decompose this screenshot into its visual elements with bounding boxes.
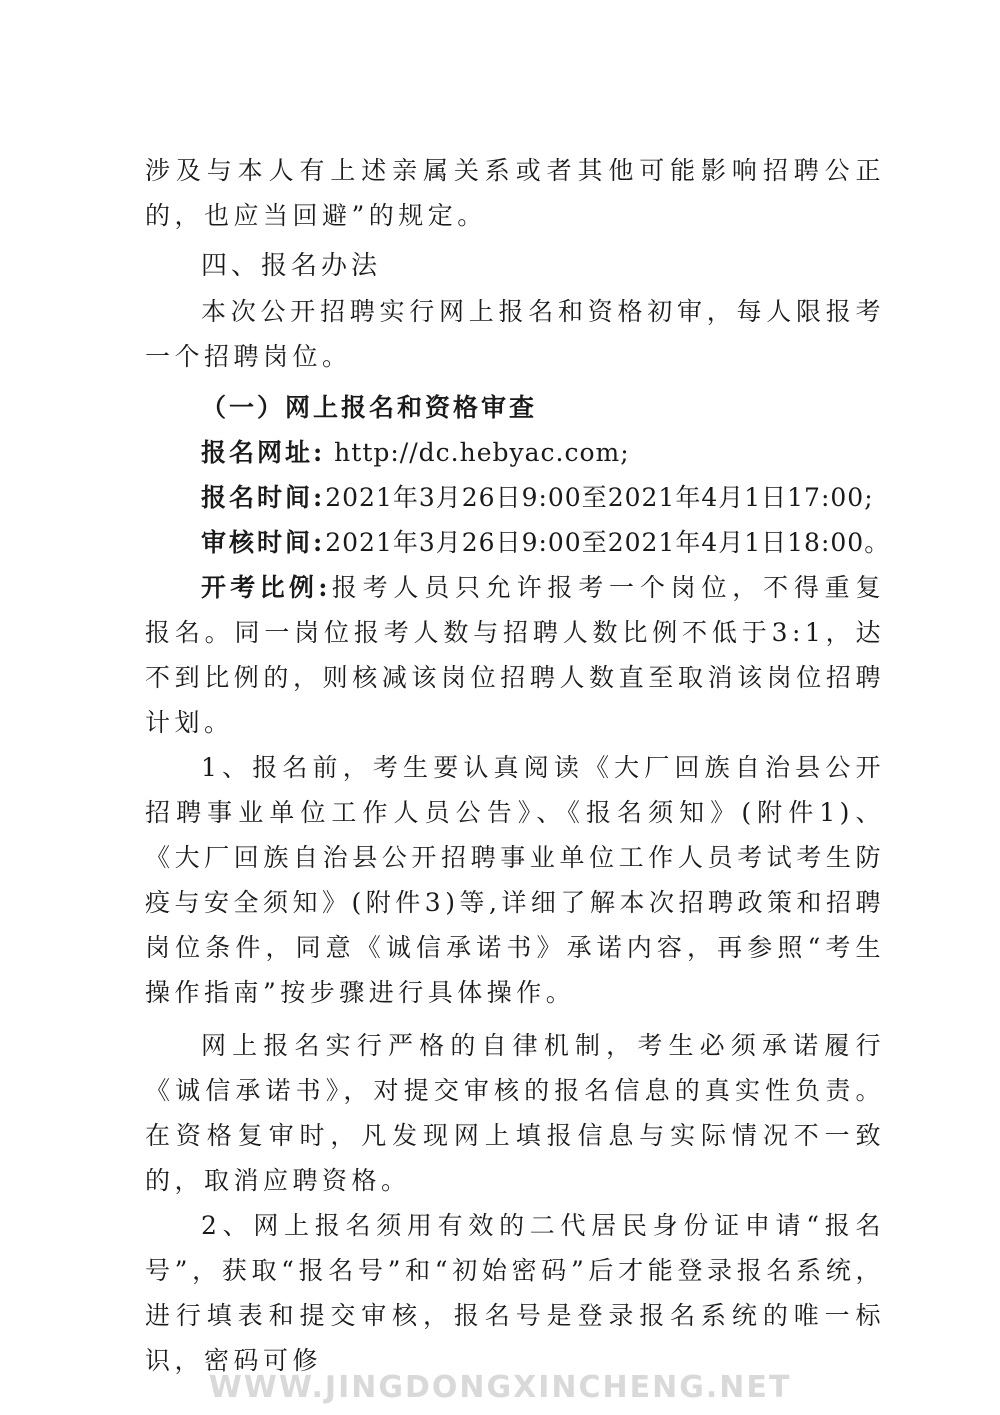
review-time-line bbox=[145, 520, 891, 565]
registration-time-value: 2021年3月26日9:00至2021年4月1日17:00; bbox=[325, 483, 874, 512]
registration-time-label: 报名时间: bbox=[201, 483, 326, 512]
review-time-label: 审核时间: bbox=[201, 528, 326, 557]
section-heading-registration-method: 四、报名办法 bbox=[201, 251, 382, 281]
registration-website-label: 报名网址: bbox=[201, 438, 326, 467]
registration-website-line bbox=[145, 430, 885, 475]
subheading-online-registration: （一）网上报名和资格审查 bbox=[201, 393, 538, 422]
registration-website-value: http://dc.hebyac.com; bbox=[325, 438, 630, 467]
exam-ratio-label: 开考比例: bbox=[201, 573, 331, 602]
footer-watermark: WWW.JINGDONGXINCHENG.NET bbox=[208, 1370, 792, 1405]
review-time-value: 2021年3月26日9:00至2021年4月1日18:00。 bbox=[325, 528, 891, 557]
paragraph-registration-intro: 本次公开招聘实行网上报名和资格初审，每人限报考一个招聘岗位。 bbox=[145, 297, 885, 371]
paragraph-item-1: 1、报名前，考生要认真阅读《大厂回族自治县公开招聘事业单位工作人员公告》、《报名须知》(附件1)、《大厂回族自治县公开招聘事业单位工作人员考试考生防疫与安全须知》(附件3)等,详细了解本次招聘政策和招聘岗位条件，同意《诚信承诺书》承诺内容，再参照“考生操作指南”按步骤进行具体操作。 bbox=[145, 753, 885, 1007]
exam-ratio-paragraph bbox=[145, 565, 885, 745]
exam-ratio-text: 报考人员只允许报考一个岗位，不得重复报名。同一岗位报考人数与招聘人数比例不低于3:1，达不到比例的，则核减该岗位招聘人数直至取消该岗位招聘计划。 bbox=[145, 573, 885, 737]
paragraph-item-2: 2、网上报名须用有效的二代居民身份证申请“报名号”，获取“报名号”和“初始密码”后才能登录报名系统，进行填表和提交审核，报名号是登录报名系统的唯一标识，密码可修 bbox=[145, 1211, 885, 1375]
document-page bbox=[145, 148, 891, 1383]
paragraph-continuation: 涉及与本人有上述亲属关系或者其他可能影响招聘公正的，也应当回避”的规定。 bbox=[145, 156, 885, 230]
paragraph-self-discipline: 网上报名实行严格的自律机制，考生必须承诺履行《诚信承诺书》，对提交审核的报名信息的真实性负责。在资格复审时，凡发现网上填报信息与实际情况不一致的，取消应聘资格。 bbox=[145, 1031, 885, 1195]
registration-time-line bbox=[145, 475, 885, 520]
